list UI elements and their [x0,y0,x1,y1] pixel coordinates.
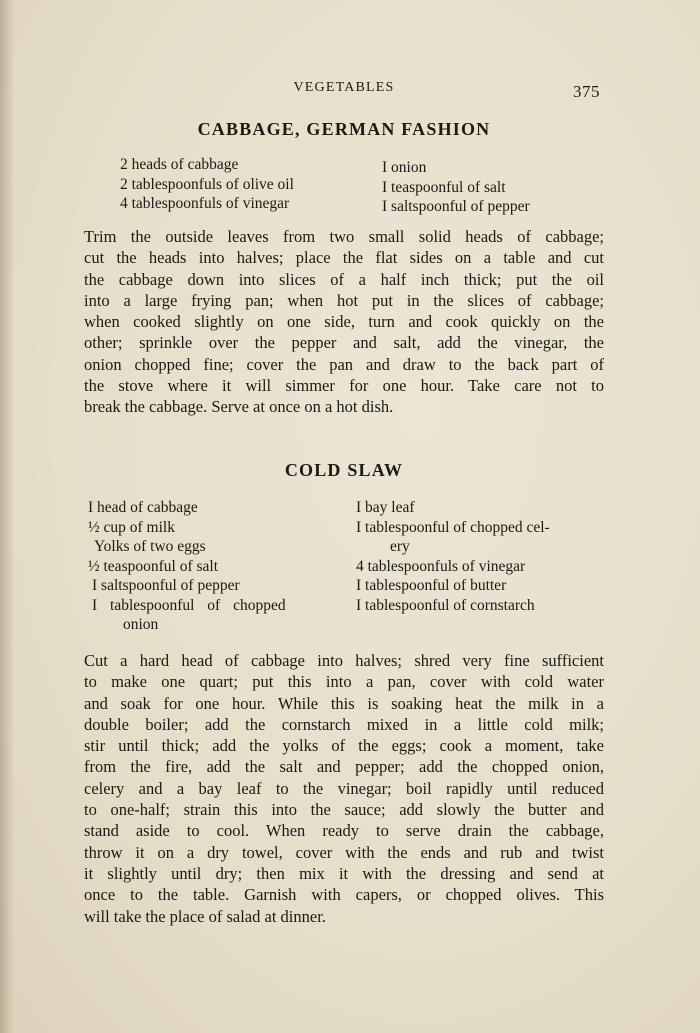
method-line: to one-half; strain this into the sauce; add slowly the butter and [84,800,604,820]
method-line: the stove where it will simmer for one hour. Take care not to [84,376,604,396]
method-line: cut the heads into halves; place the flat sides on a table and cut [84,248,604,268]
ingredient-item: I saltspoonful of pepper [92,577,240,594]
method-line: throw it on a dry towel, cover with the ends and rub and twist [84,842,604,862]
method-line: other; sprinkle over the pepper and salt, add the vinegar, the [84,333,604,353]
method-line: and soak for one hour. While this is soaking heat the milk in a [84,693,604,713]
ingredient-item: ery [390,538,410,555]
page-header [84,80,604,104]
ingredient-item: I saltspoonful of pepper [382,198,530,215]
ingredient-item: onion [123,616,159,633]
ingredient-item: I onion [382,159,427,176]
method-line: to make one quart; put this into a pan, cover with cold water [84,672,604,692]
method-paragraph-cabbage-german [84,226,604,418]
ingredient-item: ½ teaspoonful of salt [88,557,219,575]
ingredient-item: 4 tablespoonfuls of vinegar [120,195,290,212]
method-line: Trim the outside leaves from two small solid heads of cabbage; [84,227,604,246]
method-line: Cut a hard head of cabbage into halves; shred very fine sufficient [84,651,604,670]
method-line: break the cabbage. Serve at once on a hot dish. [84,397,394,417]
method-line: it slightly until dry; then mix it with the dressing and send at [84,863,604,883]
ingredients-right-column [356,498,550,615]
method-paragraph-cold-slaw [84,650,604,927]
ingredient-item: I teaspoonful of salt [382,178,506,196]
ingredients-right-column [382,158,530,217]
ingredient-item: I tablespoonful of chopped [92,596,286,614]
ingredient-item: I tablespoonful of chopped cel- [356,518,550,536]
ingredients-cabbage-german [120,155,590,215]
ingredient-item: I bay leaf [356,499,415,516]
ingredients-cold-slaw [88,498,608,638]
method-line: when cooked slightly on one side, turn and cook quickly on the [84,312,604,332]
method-line: from the fire, add the salt and pepper; add the chopped onion, [84,757,604,777]
ingredient-item: I head of cabbage [88,499,198,516]
method-line: into a large frying pan; when hot put in the slices of cabbage; [84,290,604,310]
ingredients-left-column [88,498,286,635]
ingredient-item: 2 heads of cabbage [120,156,239,173]
ingredient-item: 2 tablespoonfuls of olive oil [120,175,294,193]
method-line: the cabbage down into slices of a half inch thick; put the oil [84,269,604,289]
ingredient-item: ½ cup of milk [88,518,175,536]
recipe-title-cold-slaw: COLD SLAW [284,460,404,480]
method-line: celery and a bay leaf to the vinegar; boil rapidly until reduced [84,778,604,798]
method-line: stand aside to cool. When ready to serve drain the cabbage, [84,821,604,841]
ingredients-left-column [120,155,294,214]
method-line: onion chopped fine; cover the pan and draw to the back part of [84,354,604,374]
method-line: stir until thick; add the yolks of the eggs; cook a moment, take [84,736,604,756]
page-number: 375 [573,82,600,101]
ingredient-item: 4 tablespoonfuls of vinegar [356,557,526,575]
ingredient-item: I tablespoonful of butter [356,577,507,594]
method-line: will take the place of salad at dinner. [84,906,326,926]
recipe-title-cabbage-german: CABBAGE, GERMAN FASHION [197,119,491,139]
method-line: once to the table. Garnish with capers, or chopped olives. This [84,885,604,905]
running-head: VEGETABLES [293,80,395,95]
method-line: double boiler; add the cornstarch mixed in a little cold milk; [84,714,604,734]
ingredient-item: Yolks of two eggs [94,538,206,555]
page-spine-shadow [0,0,14,1033]
ingredient-item: I tablespoonful of cornstarch [356,596,535,614]
